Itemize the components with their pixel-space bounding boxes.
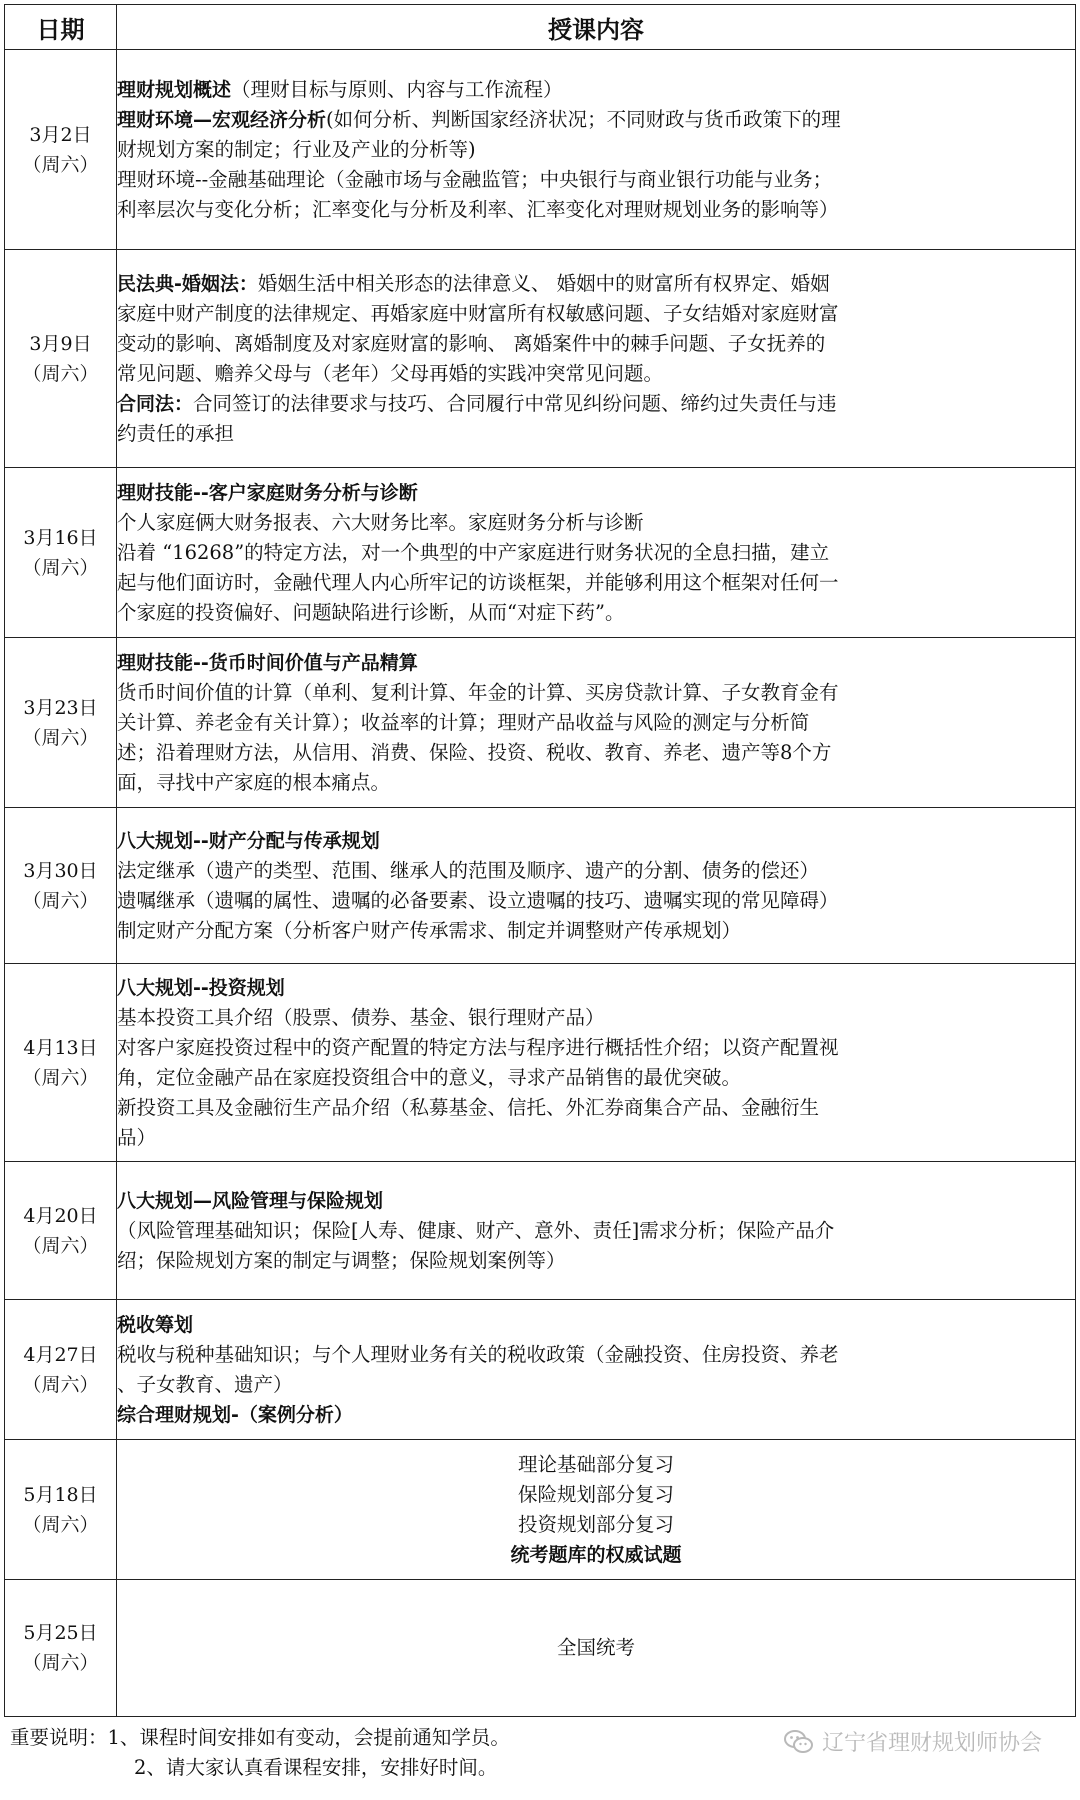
content-line	[117, 508, 1075, 538]
table-row	[5, 1162, 1076, 1300]
date-cell	[5, 808, 117, 964]
weekday-text: （周六）	[22, 556, 99, 579]
content-text: （风险管理基础知识；保险[人寿、健康、财产、意外、责任]需求分析；保险产品介	[117, 1218, 835, 1242]
content-text: 制定财产分配方案（分析客户财产传承需求、制定并调整财产传承规划）	[117, 918, 742, 942]
content-cell	[117, 1580, 1076, 1717]
date-text: 5月25日	[23, 1622, 98, 1644]
content-text: 常见问题、赡养父母与（老年）父母再婚的实践冲突常见问题。	[117, 361, 664, 385]
content-line	[117, 826, 1075, 856]
content-line	[117, 856, 1075, 886]
content-text: 品）	[117, 1125, 157, 1149]
weekday-text: （周六）	[22, 889, 99, 912]
content-heading: 民法典-婚姻法：	[117, 272, 258, 295]
content-cell	[117, 964, 1076, 1162]
content-line	[117, 75, 1075, 105]
date-text: 5月18日	[23, 1483, 98, 1506]
content-text: 角，定位金融产品在家庭投资组合中的意义，寻求产品销售的最优突破。	[117, 1065, 742, 1089]
content-line	[117, 708, 1075, 738]
content-text: (如何分析、判断国家经济状况；不同财政与货币政策下的理	[326, 107, 841, 131]
note-line-2: 2、请大家认真看课程安排，安排好时间。	[134, 1756, 498, 1779]
content-cell	[117, 1300, 1076, 1440]
weekday-text: （周六）	[22, 1513, 99, 1536]
content-heading: 八大规划--投资规划	[117, 976, 285, 999]
content-line	[117, 105, 1075, 135]
table-row	[5, 1300, 1076, 1440]
table-row	[5, 638, 1076, 808]
content-heading: 综合理财规划-（案例分析）	[117, 1403, 353, 1426]
content-line	[117, 768, 1075, 798]
content-text: 个家庭的投资偏好、问题缺陷进行诊断，从而“对症下药”。	[117, 600, 625, 624]
content-text: 变动的影响、离婚制度及对家庭财富的影响、 离婚案件中的棘手问题、子女抚养的	[117, 331, 826, 355]
date-text: 3月16日	[23, 526, 98, 549]
weekday-text: （周六）	[22, 153, 99, 176]
table-row	[5, 1440, 1076, 1580]
date-cell	[5, 964, 117, 1162]
content-line	[117, 1310, 1075, 1340]
weekday-text: （周六）	[22, 362, 99, 385]
content-line	[117, 678, 1075, 708]
date-cell	[5, 638, 117, 808]
content-text: 财规划方案的制定；行业及产业的分析等)	[117, 137, 476, 161]
content-line	[117, 1246, 1075, 1276]
date-cell	[5, 1440, 117, 1580]
content-line	[117, 1093, 1075, 1123]
content-line	[117, 1216, 1075, 1246]
date-cell	[5, 50, 117, 250]
content-line	[117, 1400, 1075, 1430]
content-text: 利率层次与变化分析；汇率变化与分析及利率、汇率变化对理财规划业务的影响等）	[117, 197, 839, 221]
content-cell	[117, 638, 1076, 808]
table-header-row	[5, 5, 1076, 50]
content-cell	[117, 1162, 1076, 1300]
date-cell	[5, 1162, 117, 1300]
content-line	[117, 195, 1075, 225]
important-notes	[10, 1723, 510, 1783]
content-line	[117, 568, 1075, 598]
content-text: 投资规划部分复习	[517, 1512, 674, 1536]
content-heading: 理财环境—宏观经济分析	[117, 108, 327, 131]
content-line	[117, 916, 1075, 946]
content-line	[117, 299, 1075, 329]
content-cell	[117, 250, 1076, 468]
weekday-text: （周六）	[22, 1066, 99, 1089]
content-text: 沿着 “16268”的特定方法，对一个典型的中产家庭进行财务状况的全息扫描，建立	[117, 540, 830, 564]
content-text: 货币时间价值的计算（单利、复利计算、年金的计算、买房贷款计算、子女教育金有	[117, 680, 839, 704]
content-text: 家庭中财产制度的法律规定、再婚家庭中财富所有权敏感问题、子女结婚对家庭财富	[117, 301, 839, 325]
wechat-icon	[784, 1729, 814, 1755]
content-line	[117, 1480, 1075, 1510]
content-text: 合同签订的法律要求与技巧、合同履行中常见纠纷问题、缔约过失责任与违	[193, 391, 837, 415]
content-line	[117, 1003, 1075, 1033]
content-line	[117, 738, 1075, 768]
content-line	[117, 886, 1075, 916]
content-line	[117, 419, 1075, 449]
content-text: 税收与税种基础知识；与个人理财业务有关的税收政策（金融投资、住房投资、养老	[117, 1342, 839, 1366]
content-text: 述；沿着理财方法，从信用、消费、保险、投资、税收、教育、养老、遗产等8个方	[117, 740, 832, 764]
date-text: 4月13日	[23, 1036, 98, 1059]
content-line	[117, 1450, 1075, 1480]
header-content: 授课内容	[117, 5, 1076, 50]
content-line	[117, 648, 1075, 678]
header-date: 日期	[5, 5, 117, 50]
weekday-text: （周六）	[22, 1373, 99, 1396]
content-heading: 统考题库的权威试题	[510, 1543, 682, 1566]
watermark	[784, 1726, 1042, 1757]
content-text: 面，寻找中产家庭的根本痛点。	[117, 770, 391, 794]
content-line	[117, 1370, 1075, 1400]
content-line	[117, 1340, 1075, 1370]
watermark-text: 辽宁省理财规划师协会	[821, 1731, 1042, 1756]
date-text: 3月9日	[29, 332, 92, 355]
date-text: 4月27日	[23, 1343, 98, 1366]
table-row	[5, 964, 1076, 1162]
table-row	[5, 468, 1076, 638]
date-cell	[5, 1300, 117, 1440]
content-line	[117, 135, 1075, 165]
content-line	[117, 269, 1075, 299]
content-line	[117, 1540, 1075, 1570]
content-text: 个人家庭俩大财务报表、六大财务比率。家庭财务分析与诊断	[117, 510, 644, 534]
content-text: 关计算、养老金有关计算）；收益率的计算；理财产品收益与风险的测定与分析简	[117, 710, 810, 734]
content-line	[117, 598, 1075, 628]
date-cell	[5, 250, 117, 468]
date-cell	[5, 468, 117, 638]
content-text: 法定继承（遗产的类型、范围、继承人的范围及顺序、遗产的分割、债务的偿还）	[117, 858, 820, 882]
content-heading: 理财技能--客户家庭财务分析与诊断	[117, 481, 418, 504]
content-cell	[117, 468, 1076, 638]
date-cell	[5, 1580, 117, 1717]
content-heading: 理财技能--货币时间价值与产品精算	[117, 651, 418, 674]
content-text: 保险规划部分复习	[517, 1482, 674, 1506]
content-text: 对客户家庭投资过程中的资产配置的特定方法与程序进行概括性介绍；以资产配置视	[117, 1035, 839, 1059]
content-cell	[117, 808, 1076, 964]
content-heading: 合同法：	[117, 392, 194, 415]
content-text: （理财目标与原则、内容与工作流程）	[231, 77, 563, 101]
date-text: 3月23日	[23, 696, 98, 719]
weekday-text: （周六）	[22, 1234, 99, 1257]
table-body	[5, 50, 1076, 1717]
content-line	[117, 478, 1075, 508]
content-text: 、子女教育、遗产）	[117, 1372, 293, 1396]
content-text: 理财环境--金融基础理论（金融市场与金融监管；中央银行与商业银行功能与业务；	[117, 167, 833, 191]
content-line	[117, 1123, 1075, 1153]
content-line	[117, 1186, 1075, 1216]
weekday-text: （周六）	[22, 726, 99, 749]
content-line	[117, 973, 1075, 1003]
content-heading: 税收筹划	[117, 1313, 194, 1336]
content-line	[117, 1063, 1075, 1093]
date-text: 4月20日	[23, 1204, 98, 1227]
content-heading: 八大规划—风险管理与保险规划	[117, 1189, 384, 1212]
course-schedule-table	[4, 4, 1076, 1717]
content-cell	[117, 1440, 1076, 1580]
content-text: 基本投资工具介绍（股票、债券、基金、银行理财产品）	[117, 1005, 605, 1029]
content-line	[117, 359, 1075, 389]
content-line	[117, 165, 1075, 195]
content-heading: 理财规划概述	[117, 78, 232, 101]
content-line	[117, 389, 1075, 419]
content-line	[117, 538, 1075, 568]
content-text: 约责任的承担	[117, 421, 235, 445]
content-text: 遗嘱继承（遗嘱的属性、遗嘱的必备要素、设立遗嘱的技巧、遗嘱实现的常见障碍）	[117, 888, 839, 912]
content-text: 起与他们面访时，金融代理人内心所牢记的访谈框架，并能够利用这个框架对任何一	[117, 570, 839, 594]
content-text: 新投资工具及金融衍生产品介绍（私募基金、信托、外汇券商集合产品、金融衍生	[117, 1095, 820, 1119]
note-line-1: 重要说明：1、课程时间安排如有变动，会提前通知学员。	[10, 1726, 510, 1749]
table-row	[5, 1580, 1076, 1717]
content-text: 婚姻生活中相关形态的法律意义、 婚姻中的财富所有权界定、婚姻	[257, 271, 830, 295]
content-cell	[117, 50, 1076, 250]
content-heading: 八大规划--财产分配与传承规划	[117, 829, 380, 852]
content-text: 绍；保险规划方案的制定与调整；保险规划案例等）	[117, 1248, 566, 1272]
table-row	[5, 250, 1076, 468]
date-text: 3月2日	[29, 123, 92, 146]
content-text: 全国统考	[556, 1636, 635, 1659]
content-line	[117, 329, 1075, 359]
content-line	[117, 1033, 1075, 1063]
content-line	[117, 1510, 1075, 1540]
table-row	[5, 808, 1076, 964]
table-row	[5, 50, 1076, 250]
content-text: 理论基础部分复习	[517, 1452, 674, 1476]
content-line	[117, 1633, 1075, 1663]
weekday-text: （周六）	[22, 1652, 99, 1674]
date-text: 3月30日	[23, 859, 98, 882]
